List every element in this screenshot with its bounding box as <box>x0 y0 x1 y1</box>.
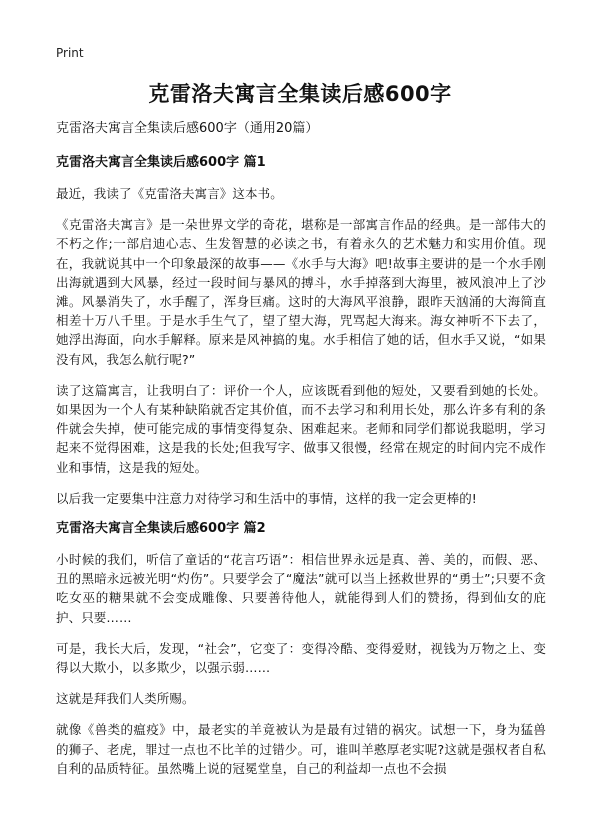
paragraph: 可是，我长大后，发现，“社会”，它变了：变得冷酷、变得爱财，视钱为万物之上、变得以大欺小，以多欺少，以强示弱…… <box>56 640 546 676</box>
paragraph: 最近，我读了《克雷洛夫寓言》这本书。 <box>56 186 283 201</box>
print-link[interactable]: Print <box>56 46 84 60</box>
paragraph: 以后我一定要集中注意力对待学习和生活中的事情，这样的我一定会更棒的! <box>56 490 477 506</box>
section-1 <box>56 154 546 508</box>
page-title: 克雷洛夫寓言全集读后感600字 <box>148 82 452 106</box>
paragraph: 就像《兽类的瘟疫》中，最老实的羊竟被认为是最有过错的祸灾。试想一下，身为猛兽的狮子、老虎，罪过一点也不比羊的过错少。可，谁叫羊憨厚老实呢?这就是强权者自私自利的品质特征。虽然嘴上说的冠冕堂皇，自己的利益却一点也不会损 <box>56 722 546 776</box>
paragraph: 这就是拜我们人类所赐。 <box>56 691 195 707</box>
paragraph: 小时候的我们，听信了童话的“花言巧语”：相信世界永远是真、善、美的，而假、恶、丑的黑暗永远被光明“灼伤”。只要学会了“魔法”就可以当上拯救世界的“勇士”;只要不贪吃女巫的糖果就不会变成雕像、只要善待他人，就能得到人们的赞扬，得到仙女的庇护、只要…… <box>56 552 546 625</box>
paragraph: 《克雷洛夫寓言》是一朵世界文学的奇花，堪称是一部寓言作品的经典。是一部伟大的不朽之作;一部启迪心志、生发智慧的必读之书，有着永久的艺术魅力和实用价值。现在，我就说其中一个印象最深的故事——《水手与大海》吧!故事主要讲的是一个水手刚出海就遇到大风暴，经过一段时间与暴风的搏斗，水手掉落到大海里，被风浪冲上了沙滩。风暴消失了，水手醒了，浑身巨痛。这时的大海风平浪静，跟昨天汹涌的大海简直相差十万八千里。于是水手生气了，望了望大海，咒骂起大海来。海女神听不下去了，她浮出海面，向水手解释。原来是风神搞的鬼。水手相信了她的话，但水手又说，“如果没有风，我怎么航行呢?” <box>56 217 546 367</box>
section-2 <box>56 520 546 778</box>
document-body <box>56 120 546 790</box>
section-heading: 克雷洛夫寓言全集读后感600字 篇2 <box>56 521 266 537</box>
paragraph: 读了这篇寓言，让我明白了：评价一个人，应该既看到他的短处，又要看到她的长处。如果因为一个人有某种缺陷就否定其价值，而不去学习和利用长处，那么许多有利的条件就会失掉，使可能完成的事情变得复杂、困难起来。老师和同学们都说我聪明，学习起来不觉得困难，这是我的长处;但我写字、做事又很慢，经常在规定的时间内完不成作业和事情，这是我的短处。 <box>56 382 546 475</box>
document-subtitle: 克雷洛夫寓言全集读后感600字（通用20篇） <box>56 121 319 136</box>
section-heading: 克雷洛夫寓言全集读后感600字 篇1 <box>56 155 266 170</box>
